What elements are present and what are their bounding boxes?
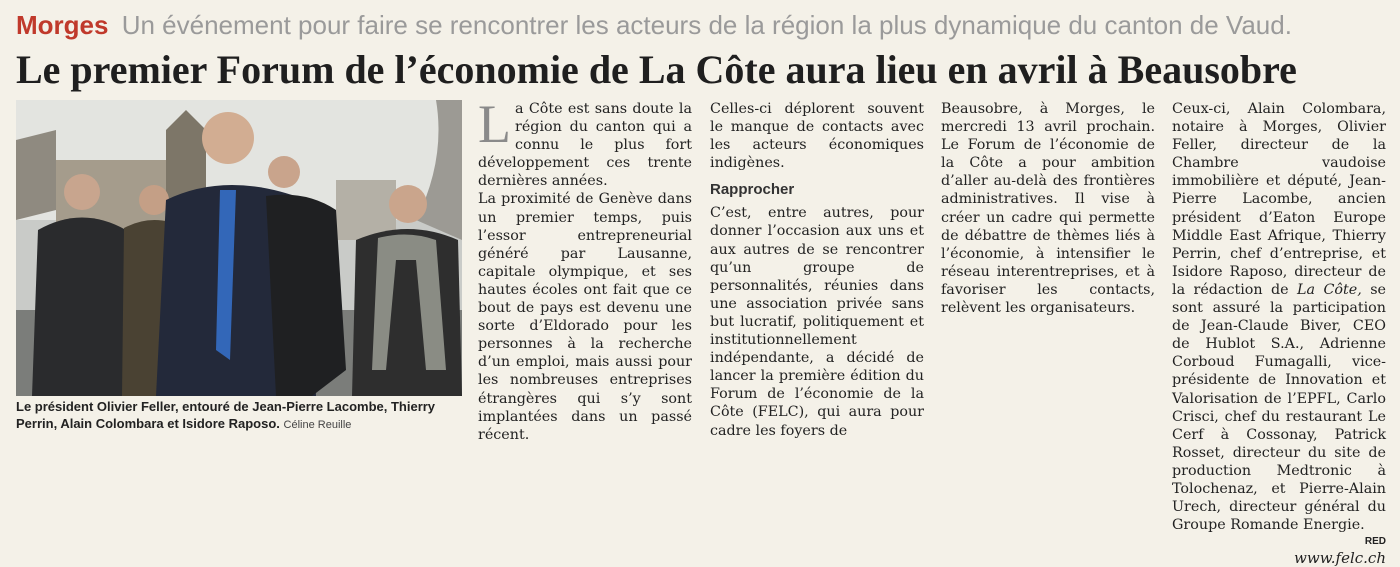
headline: Le premier Forum de l’économie de La Côte aura lieu en avril à Beausobre bbox=[16, 47, 1297, 92]
article-column-1 bbox=[478, 94, 692, 443]
author-signature: RED bbox=[1364, 536, 1386, 548]
teaser-text: Un événement pour faire se rencontrer les acteurs de la région la plus dynamique du canton de Vaud. bbox=[121, 10, 1292, 40]
paragraph-1 bbox=[478, 94, 692, 190]
paragraph-1-text: a Côte est sans doute la région du canton qui a connu le plus fort développement ces trente dernières années. bbox=[478, 101, 692, 190]
dropcap: L bbox=[478, 94, 511, 154]
paragraph-5-text: Ceux-ci, Alain Colombara, notaire à Morges, Olivier Feller, directeur de la Chambre vaudoise immobilière et député, Jean-Pierre Lacombe, ancien président d’Eaton Europe Middle East Afrique, Thierry Perrin, chef d’entreprise, et Isidore Raposo, directeur de la rédaction de bbox=[1172, 101, 1386, 298]
paragraph-4: C’est, entre autres, pour donner l’occasion aux uns et aux autres de se rencontrer qu’un groupe de personnalités, réunies dans une association privée sans but lucratif, politiquement et institutionnellement indépendante, a décidé de lancer la première édition du Forum de l’économie de la Côte (FELC), qui aura pour cadre les foyers de bbox=[710, 205, 924, 439]
paragraph-5 bbox=[1172, 100, 1386, 534]
article-photo bbox=[16, 100, 462, 396]
newspaper-name: La Côte, bbox=[1297, 281, 1362, 298]
rubric-label: Morges bbox=[16, 10, 109, 40]
paragraph-4-continued: Beausobre, à Morges, le mercredi 13 avril prochain. Le Forum de l’économie de la Côte a pour ambition d’aller au-delà des frontières administratives. Il vise à créer un cadre qui permette de débattre de thèmes liés à l’économie, à intensifier le réseau interentreprises, et à favoriser les contacts, relèvent les organisateurs. bbox=[941, 101, 1155, 317]
caption-text: Le président Olivier Feller, entouré de Jean-Pierre Lacombe, Thierry Perrin, Alain Colombara et Isidore Raposo. bbox=[16, 399, 436, 431]
article-column-4 bbox=[1172, 100, 1386, 567]
paragraph-3: Celles-ci déplorent souvent le manque de contacts avec les acteurs économiques indigènes. bbox=[710, 101, 924, 172]
kicker-line bbox=[16, 10, 1386, 40]
paragraph-2: La proximité de Genève dans un premier temps, puis l’essor entrepreneurial généré par Lausanne, capitale olympique, et ses hautes écoles ont fait que ce bout de pays est devenu une sorte d’Eldorado pour les personnes à la recherche d’un emploi, mais aussi pour les nombreuses entreprises étrangères qui s’y sont implantées dans un passé récent. bbox=[478, 191, 692, 443]
paragraph-5-end: se sont assuré la participation de Jean-Claude Biver, CEO de Hublot S.A., Adrienne Corboud Fumagalli, vice-présidente de Innovation et Valorisation de l’EPFL, Carlo Crisci, chef du restaurant Le Cerf à Cossonay, Patrick Rosset, directeur du site de production Medtronic à Tolochenaz, et Pierre-Alain Urech, directeur général du Groupe Romande Energie. bbox=[1172, 281, 1386, 534]
article-column-2 bbox=[710, 100, 924, 440]
photo-caption bbox=[16, 398, 462, 434]
article-column-3 bbox=[941, 100, 1155, 440]
website-link[interactable]: www.felc.ch bbox=[1294, 549, 1386, 567]
subhead: Rapprocher bbox=[710, 181, 795, 199]
photo-credit: Céline Reuille bbox=[283, 419, 352, 431]
group-portrait-image bbox=[16, 100, 462, 396]
